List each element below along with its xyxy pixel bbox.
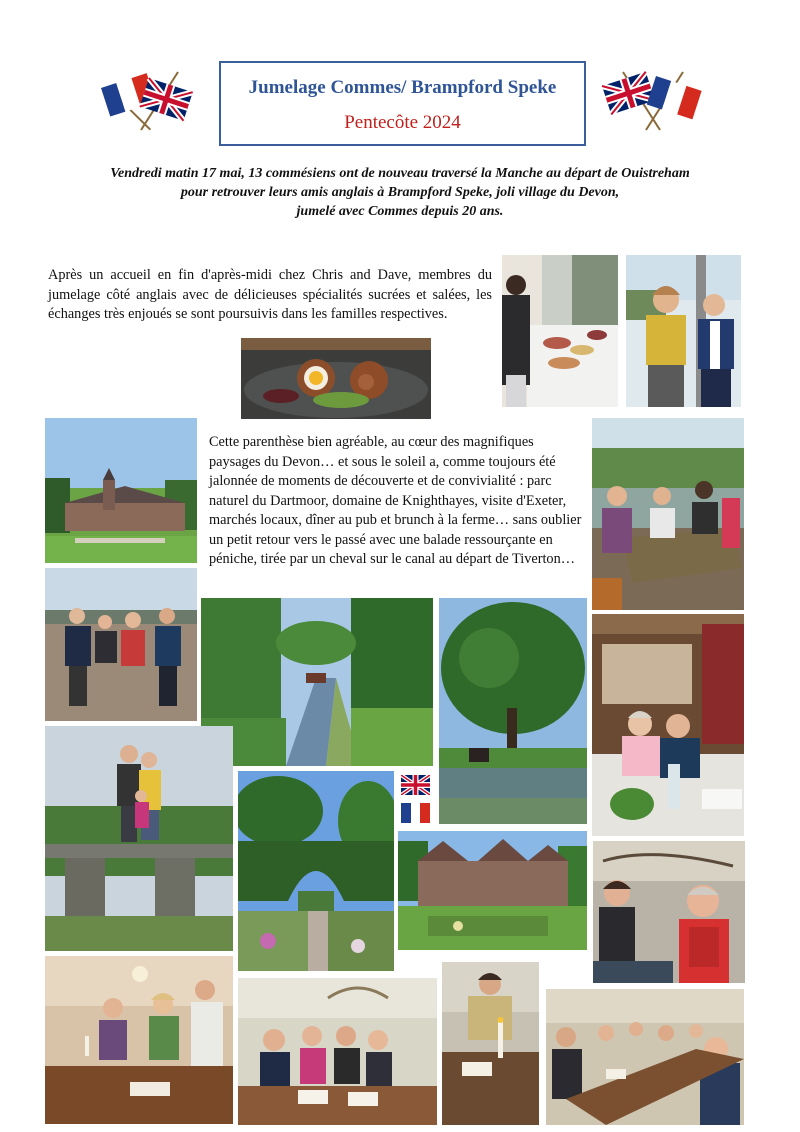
- scotch-eggs-photo: [241, 338, 431, 419]
- page-subtitle: Pentecôte 2024: [344, 112, 461, 133]
- couple-pub-photo: [593, 841, 745, 983]
- picnic-table-photo: [592, 418, 744, 610]
- oak-tree-canal-photo: [439, 598, 587, 824]
- paragraph-activities: Cette parenthèse bien agréable, au cœur des magnifiques paysages du Devon… et sous le soleil a, comme toujours été jalonnée de moments de découverte et de convivialité : parc naturel du Dartmoor, domaine de Knighthayes, visite d'Exeter, marchés locaux, dîner au pub et brunch à la ferme… sans oublier un petit retour vers le passé avec une balade ressourçante en péniche, tirée par un cheval sur le canal au départ de Tiverton…: [209, 434, 582, 567]
- restaurant-interior-photo: [592, 614, 744, 836]
- intro-line-3: jumelé avec Commes depuis 20 ans.: [296, 204, 504, 219]
- uk-flag-icon: [401, 775, 430, 795]
- paragraph-welcome: Après un accueil en fin d'après-midi chez Chris and Dave, membres du jumelage côté anglais avec de délicieuses spécialités sucrées et salées, les échanges très enjoués se sont poursuivis dans les familles respectives.: [48, 267, 492, 322]
- intro-text: [40, 164, 760, 221]
- france-flag-icon: [401, 803, 430, 823]
- manor-garden-photo: [398, 831, 587, 950]
- title-box: [219, 61, 586, 146]
- clapper-bridge-photo: [45, 726, 233, 951]
- crossed-flags-left-icon: [93, 66, 203, 136]
- friends-toast-photo: [626, 255, 741, 407]
- knightshayes-house-photo: [45, 418, 197, 563]
- garden-hedge-photo: [238, 771, 394, 971]
- crossed-flags-right-icon: [598, 66, 708, 136]
- group-beach-photo: [45, 568, 197, 721]
- candle-brunch-photo: [442, 962, 539, 1125]
- group-dinner-photo: [238, 978, 437, 1125]
- canal-narrowboat-photo: [201, 598, 433, 766]
- intro-line-1: Vendredi matin 17 mai, 13 commésiens ont de nouveau traversé la Manche au départ de Ouistreham: [110, 166, 690, 181]
- page-title: Jumelage Commes/ Brampford Speke: [248, 77, 557, 98]
- intro-line-2: pour retrouver leurs amis anglais à Brampford Speke, joli village du Devon,: [180, 185, 620, 200]
- long-table-restaurant-photo: [546, 989, 744, 1125]
- buffet-photo: [502, 255, 618, 407]
- dinner-candlelight-photo: [45, 956, 233, 1124]
